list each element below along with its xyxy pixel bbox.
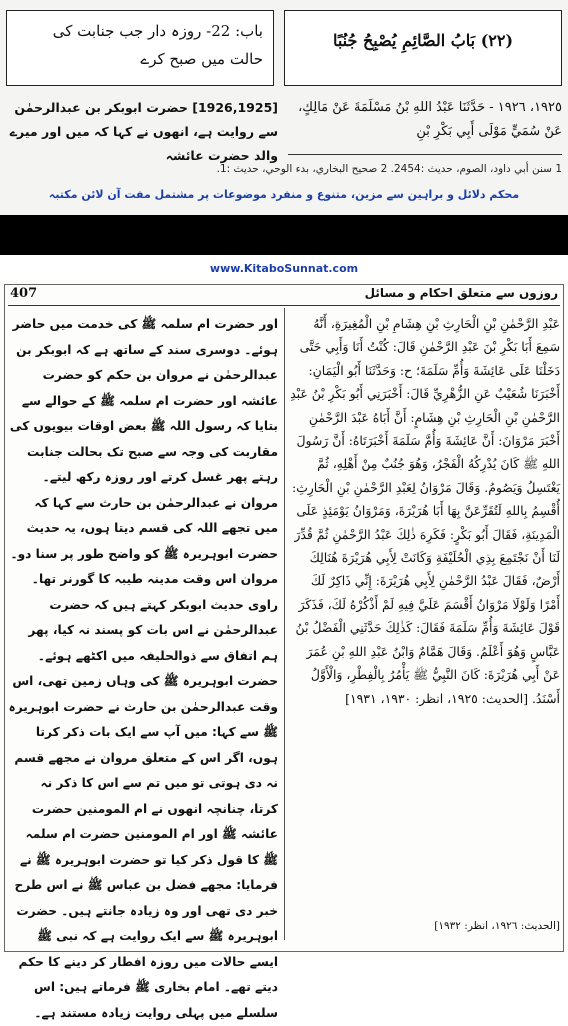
- arabic-chapter-title: (٢٢) بَابُ الصَّائِمِ يُصْبِحُ جُنُبًا: [285, 11, 561, 71]
- header-rule: [8, 305, 560, 306]
- page-number: 407: [10, 286, 37, 301]
- urdu-chapter-box: [6, 10, 274, 86]
- arabic-text-column: [290, 312, 560, 710]
- website-link[interactable]: www.KitaboSunnat.com: [0, 262, 568, 275]
- hadith-reference: [الحديث: ١٩٢٦، انظر: ١٩٣٢]: [290, 920, 560, 932]
- column-divider: [284, 308, 285, 940]
- footnote-divider: [288, 154, 562, 155]
- urdu-paragraph: اور حضرت ام سلمہ ﷺ کی خدمت میں حاضر ہوئے۔ دوسری سند کے ساتھ ہے کہ ابوبکر بن عبدالرحمٰن نے مروان بن حکم کو حضرت عائشہ اور حضرت ام سلمہ ﷺ کے حوالے سے بتایا کہ رسول اللہ ﷺ بعض اوقات بیویوں کی مقاربت کی وجہ سے صبح تک بحالت جنابت رہتے پھر غسل کرتے اور روزہ رکھ لیتے۔: [8, 312, 278, 491]
- top-scan-section: [0, 0, 568, 215]
- footnote-text: 1 سنن أبي داود، الصوم، حديث :2454. 2 صحيح البخاري، بدء الوحي، حديث :1.: [6, 160, 562, 178]
- urdu-chapter-title: باب: 22- روزہ دار جب جنابت کی حالت میں صبح کرے: [7, 11, 273, 79]
- arabic-chapter-box: [284, 10, 562, 86]
- urdu-translation-column: [8, 312, 278, 1026]
- running-head: روزوں سے متعلق احکام و مسائل: [290, 286, 558, 300]
- arabic-paragraph: عَبْدِ الرَّحْمٰنِ بْنِ الْحَارِثِ بْنِ هِشَامِ بْنِ الْمُغِيرَةِ، أَنَّهُ سَمِعَ أَبَا بَكْرِ بْنَ عَبْدِ الرَّحْمٰنِ قَالَ: كُنْتُ أَنَا وَأَبِي حَتَّى دَخَلْنَا عَلَى عَائِشَةَ وَأُمِّ سَلَمَةَ؛ ح: وَحَدَّثَنَا أَبُو الْيَمَانِ: أَخْبَرَنَا شُعَيْبٌ عَنِ الزُّهْرِيِّ قَالَ: أَخْبَرَنِي أَبُو بَكْرِ بْنُ عَبْدِ الرَّحْمٰنِ بْنِ الْحَارِثِ بْنِ هِشَامٍ: أَنَّ أَبَاهُ عَبْدَ الرَّحْمٰنِ أَخْبَرَ مَرْوَانَ: أَنَّ عَائِشَةَ وَأُمَّ سَلَمَةَ أَخْبَرَتَاهُ: أَنَّ رَسُولَ اللهِ ﷺ كَانَ يُدْرِكُهُ الْفَجْرُ، وَهُوَ جُنُبٌ مِنْ أَهْلِهِ، ثُمَّ يَغْتَسِلُ وَيَصُومُ. وَقَالَ مَرْوَانُ لِعَبْدِ الرَّحْمٰنِ بْنِ الْحَارِثِ: أُقْسِمُ بِاللهِ لَتُقَرِّعَنَّ بِهَا أَبَا هُرَيْرَةَ، وَمَرْوَانُ يَوْمَئِذٍ عَلَى الْمَدِينَةِ، فَقَالَ أَبُو بَكْرٍ: فَكَرِهَ ذٰلِكَ عَبْدُ الرَّحْمٰنِ ثُمَّ قُدِّرَ لَنَا أَنْ نَجْتَمِعَ بِذِي الْحُلَيْفَةِ وَكَانَتْ لِأَبِي هُرَيْرَةَ هُنَالِكَ أَرْضٌ، فَقَالَ عَبْدُ الرَّحْمٰنِ لِأَبِي هُرَيْرَةَ: إِنِّي ذَاكِرٌ لَكَ أَمْرًا وَلَوْلَا مَرْوَانُ أَقْسَمَ عَلَيَّ فِيهِ لَمْ أَذْكُرْهُ لَكَ، فَذَكَرَ قَوْلَ عَائِشَةَ وَأُمِّ سَلَمَةَ فَقَالَ: كَذٰلِكَ حَدَّثَنِي الْفَضْلُ بْنُ عَبَّاسٍ وَهُوَ أَعْلَمُ. وَقَالَ هَمَّامٌ وَابْنُ عَبْدِ اللهِ بْنِ عُمَرَ عَنْ أَبِي هُرَيْرَةَ: كَانَ النَّبِيُّ ﷺ يَأْمُرُ بِالْفِطْرِ، وَالْأَوَّلُ أَسْنَدُ. [الحديث: ١٩٢٥، انظر: ١٩٣٠، ١٩٣١]: [290, 312, 560, 710]
- urdu-intro-text: [1926,1925] حضرت ابوبکر بن عبدالرحمٰن سے روایت ہے، انھوں نے کہا کہ میں اور میرے والد حضرت عائشہ: [6, 96, 278, 168]
- library-banner: محکم دلائل و براہین سے مزین، متنوع و منفرد موضوعات پر مشتمل مفت آن لائن مکتبہ: [0, 182, 568, 208]
- black-separator: [0, 215, 568, 255]
- urdu-paragraph: مروان نے عبدالرحمٰن بن حارث سے کہا کہ میں تجھے اللہ کی قسم دیتا ہوں، یہ حدیث حضرت ابوہریرہ ﷺ کو واضح طور پر سنا دو۔ مروان اس وقت مدینہ طیبہ کا گورنر تھا۔ راوی حدیث ابوبکر کہتے ہیں کہ حضرت عبدالرحمٰن نے اس بات کو پسند نہ کیا، پھر ہم اتفاق سے ذوالحلیفہ میں اکٹھے ہوئے۔ حضرت ابوہریرہ ﷺ کی وہاں زمین تھی، اس وقت عبدالرحمٰن بن حارث نے حضرت ابوہریرہ ﷺ سے کہا: میں آپ سے ایک بات ذکر کرتا ہوں، اگر اس کے متعلق مروان نے مجھے قسم نہ دی ہوتی تو میں تم سے اس کا ذکر نہ کرتا، چنانچہ انھوں نے ام المومنین حضرت عائشہ ﷺ اور ام المومنین حضرت ام سلمہ ﷺ کا قول ذکر کیا تو حضرت ابوہریرہ ﷺ نے فرمایا: مجھے فضل بن عباس ﷺ نے اس طرح خبر دی تھی اور وہ زیادہ جانتے ہیں۔ حضرت ابوہریرہ ﷺ سے ایک روایت ہے کہ نبی ﷺ ایسے حالات میں روزہ افطار کر دینے کا حکم دیتے تھے۔ امام بخاری ﷺ فرماتے ہیں: اس سلسلے میں پہلی روایت زیادہ مستند ہے۔: [8, 491, 278, 1026]
- arabic-intro-text: ١٩٢٥، ١٩٢٦ - حَدَّثَنَا عَبْدُ اللهِ بْنُ مَسْلَمَةَ عَنْ مَالِكٍ، عَنْ سُمَيٍّ مَوْلَى أَبِي بَكْرِ بْنِ: [288, 96, 562, 144]
- book-page: [0, 280, 568, 960]
